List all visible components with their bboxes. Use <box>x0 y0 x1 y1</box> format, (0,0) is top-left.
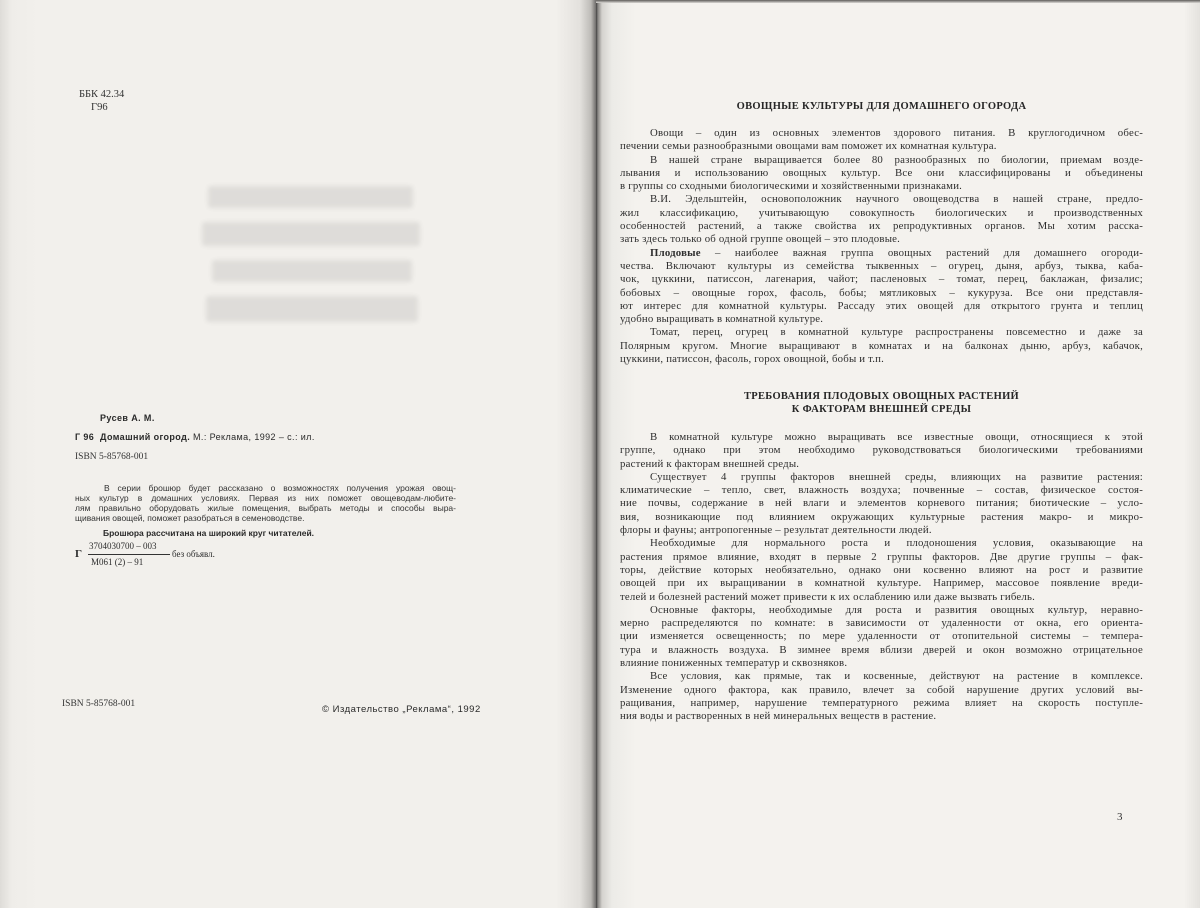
isbn-bottom: ISBN 5-85768-001 <box>62 699 136 709</box>
paragraph-line <box>620 247 1143 260</box>
price-code-numerator: 3704030700 – 003 <box>89 541 157 551</box>
paragraph-line: цуккини, патиссон, фасоль, горох овощной, бобы и т.п. <box>620 353 885 366</box>
price-code-denominator: М061 (2) – 91 <box>91 557 144 567</box>
paragraph-line: Овощи – один из основных элементов здорового питания. В круглогодичном обес- <box>650 127 1143 139</box>
page-number: 3 <box>1117 811 1123 823</box>
line-text: – наиболее важная группа овощных растений для домашнего огороди- <box>700 246 1143 259</box>
paragraph-line: вия, возникающие под влиянием окружающих культурные растения макро- и микро- <box>620 510 1143 523</box>
paragraph-line: растений к факторам внешней среды. <box>620 457 800 470</box>
paragraph-line: ния воды и растворенных в ней минеральных веществ в растение. <box>620 710 937 723</box>
paragraph-line: Необходимые для нормального роста и плодоношения условия, оказывающие на <box>650 537 1143 550</box>
paragraph-line: мерно распределяются по комнате: в зависимости от удаленности от окна, его ориента- <box>620 617 1143 630</box>
section-heading <box>620 101 1143 114</box>
paragraph-line: группе, однако при этом необходимо руководствоваться биологическими требованиями <box>620 444 1143 457</box>
paragraph-line: Основные факторы, необходимые для роста и развития овощных культур, неравно- <box>650 603 1143 616</box>
paragraph <box>620 247 1143 327</box>
paragraph-line: бобовых – овощные горох, фасоль, бобы; мятликовых – кукуруза. Все они представля- <box>620 286 1143 299</box>
catalog-index: Г 96 <box>75 432 95 442</box>
paragraph-line: ют интерес для комнатной культуры. Рассаду этих овощей для открытого грунта и теплиц <box>620 299 1143 312</box>
paragraph-line: торы, действие которых необязательно, однако они косвенно влияют на рост и развитие <box>620 563 1143 576</box>
isbn-top: ISBN 5-85768-001 <box>75 452 149 462</box>
paragraph-line: лывания и использованию овощных культур. Все они классифицированы и объединены <box>620 166 1143 179</box>
annotation-line: лям правильно оборудовать жилые помещения, выбрать методы и способы выра- <box>75 503 456 513</box>
paragraph-line: чок, цуккини, патиссон, лагенария, чайот; пасленовых – томат, перец, баклажан, физалис; <box>620 273 1143 286</box>
catalog-title: Домашний огород. <box>100 432 191 442</box>
paragraph-line: Существует 4 группы факторов внешней среды, влияющих на развитие растения: <box>650 470 1143 483</box>
paragraph <box>620 431 1143 471</box>
paragraph-line: овощей при их выращивании в комнатной культуре. Например, массовое появление вреди- <box>620 577 1143 590</box>
paragraph-line: в группы со сходными биологическими и хозяйственными признаками. <box>620 180 963 193</box>
catalog-entry <box>75 432 315 442</box>
author-name: Русев А. М. <box>100 413 155 423</box>
paragraph-line: Полярным кругом. Многие выращивают в комнатах и на балконах дыню, арбуз, кабачок, <box>620 339 1143 352</box>
price-code-note: без объявл. <box>172 549 215 559</box>
section-heading-line: ТРЕБОВАНИЯ ПЛОДОВЫХ ОВОЩНЫХ РАСТЕНИЙ <box>743 391 1020 402</box>
bbk-author-index: Г96 <box>91 102 108 113</box>
paragraph <box>620 193 1143 246</box>
paragraph-line: ции изменяется освещенность; по мере удаленности от отопительной системы – темпера- <box>620 630 1143 643</box>
paragraph-line: Изменение одного фактора, как правило, влечет за собой нарушение других условий вы- <box>620 683 1143 696</box>
paragraph-line: тура и влажность воздуха. В зимнее время вблизи дверей и окон возможно отрицательное <box>620 643 1143 656</box>
paragraph-line: особенностей растений, а также свойства их репродуктивных органов. Мы хотим расска- <box>620 220 1143 233</box>
paragraph-line: флоры и фауны; антропогенные – результат деятельности людей. <box>620 524 932 537</box>
paragraph-line: жил классификацию, учитывающую совокупность биологических и производственных <box>620 206 1143 219</box>
paragraph <box>620 127 1143 154</box>
bbk-code: ББК 42.34 <box>79 89 125 100</box>
section-heading-line: К ФАКТОРАМ ВНЕШНЕЙ СРЕДЫ <box>791 403 972 415</box>
annotation-line: щивания овощей, поможет разобраться в семеноводстве. <box>75 513 305 523</box>
paragraph-line: чества. Включают культуры из семейства тыквенных – огурец, дыня, арбуз, тыква, каба- <box>620 259 1143 272</box>
paragraph <box>620 154 1143 194</box>
paragraph-line: В комнатной культуре можно выращивать все известные овощи, относящиеся к этой <box>650 431 1143 443</box>
section-1-body <box>620 127 1143 366</box>
paragraph-line: влияние пониженных температур и сквозняков. <box>620 657 848 670</box>
paragraph <box>620 670 1143 723</box>
section-heading-line: ОВОЩНЫЕ КУЛЬТУРЫ ДЛЯ ДОМАШНЕГО ОГОРОДА <box>736 101 1027 112</box>
paragraph-line: В нашей стране выращивается более 80 разнообразных по биологии, приемам возде- <box>650 153 1143 166</box>
paragraph-line: Томат, перец, огурец в комнатной культуре распространены повсеместно и даже за <box>650 326 1143 339</box>
paragraph-line: В.И. Эдельштейн, основоположник научного овощеводства в нашей стране, предло- <box>650 193 1143 206</box>
right-page <box>596 0 1200 908</box>
paragraph-line: телей и болезней растений может привести к их ослаблению или даже вызвать гибель. <box>620 590 1035 603</box>
paragraph <box>620 604 1143 670</box>
audience-note: Брошюра рассчитана на широкий круг читателей. <box>103 528 315 538</box>
paragraph <box>620 537 1143 603</box>
catalog-imprint: М.: Реклама, 1992 – с.: ил. <box>193 432 315 442</box>
annotation-line: В серии брошюр будет рассказано о возможностях получения урожая овощ- <box>104 483 456 493</box>
paragraph <box>620 326 1143 366</box>
paragraph-line: растения прямое влияние, входят в первые 2 группы факторов. Две другие группы – фак- <box>620 550 1143 563</box>
bleed-through-ghost <box>198 178 426 338</box>
paragraph-line: зать здесь только об одной группе овощей – это плодовые. <box>620 233 901 246</box>
section-2-body <box>620 431 1143 724</box>
fraction-rule <box>88 554 170 555</box>
paragraph-line: Все условия, как прямые, так и косвенные, действуют на растение в комплексе. <box>650 670 1143 683</box>
copyright: © Издательство „Реклама“, 1992 <box>322 704 481 715</box>
paragraph-line: печении семьи разнообразными овощами вам поможет их комнатная культура. <box>620 140 997 153</box>
annotation <box>75 483 456 523</box>
paragraph-line: удобно выращивать в комнатной культуре. <box>620 313 824 326</box>
paragraph-line: ращивания, например, нарушение температурного режима влияет на скорость поступле- <box>620 696 1143 709</box>
price-code-letter: Г <box>75 548 82 560</box>
section-heading <box>620 391 1143 416</box>
paragraph-line: ние почвы, содержание в ней влаги и элементов корневого питания; биотические – усло- <box>620 497 1143 510</box>
paragraph-line: климатические – тепло, свет, влажность воздуха; почвенные – состав, физическое состоя- <box>620 484 1143 497</box>
page-top-edge <box>596 0 1200 3</box>
annotation-line: ных культур в домашних условиях. Первая из них поможет овощеводам-любите- <box>75 493 456 503</box>
left-page <box>0 0 596 908</box>
bold-term: Плодовые <box>650 246 701 259</box>
paragraph <box>620 471 1143 537</box>
